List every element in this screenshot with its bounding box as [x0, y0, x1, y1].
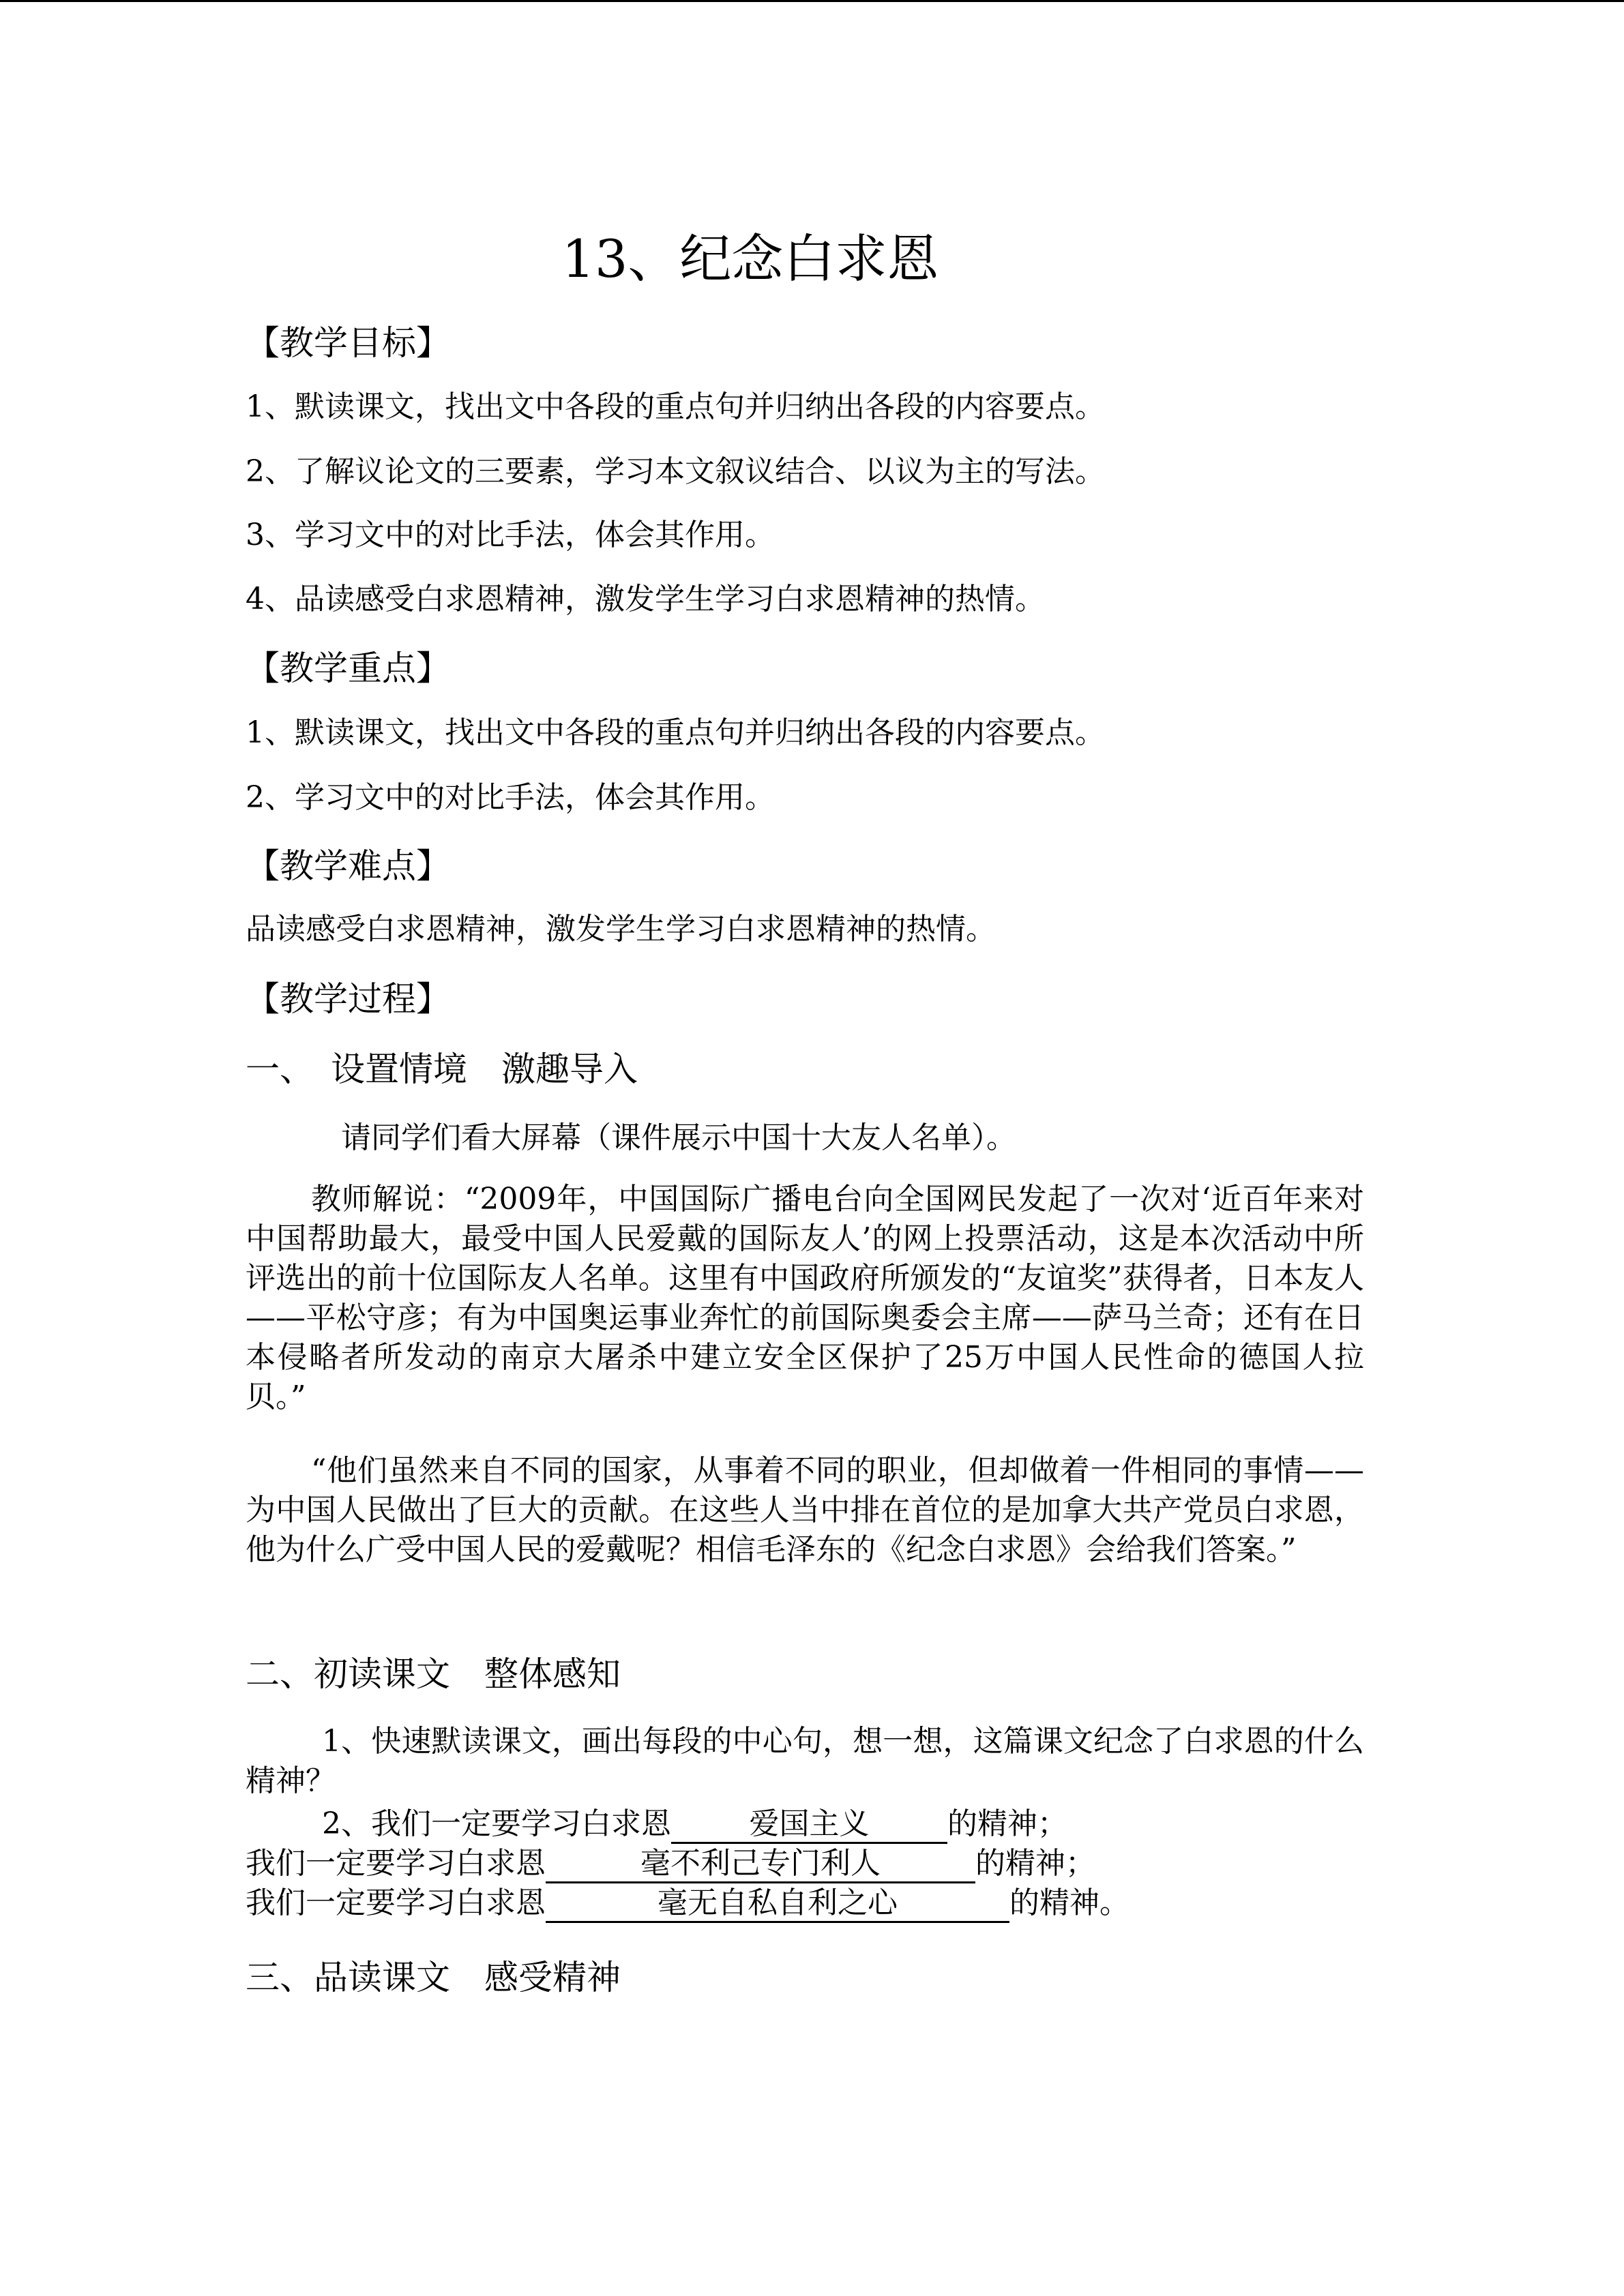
section-1-paragraph-1: 教师解说：“2009年，中国国际广播电台向全国网民发起了一次对‘近百年来对中国帮助最大，最受中国人民爱戴的国际友人’的网上投票活动，这是本次活动中所评选出的前十位国际友人名单。这里有中国政府所颁发的“友谊奖”获得者，日本友人——平松守彦；有为中国奥运事业奔忙的前国际奥委会主席——萨马兰奇；还有在日本侵略者所发动的南京大屠杀中建立安全区保护了25万中国人民性命的德国人拉贝。” [246, 1182, 1364, 1414]
objectives-heading: 【教学目标】 [246, 323, 450, 363]
objective-item-2: 2、了解议论文的三要素，学习本文叙议结合、以议为主的写法。 [246, 454, 1105, 489]
page-top-border [0, 0, 1624, 2]
section-2-question-1: 1、快速默读课文，画出每段的中心句，想一想，这篇课文纪念了白求恩的什么精神？ [246, 1724, 1364, 1798]
question-3-prefix: 我们一定要学习白求恩 [246, 1846, 546, 1881]
section-2-title: 二、初读课文 整体感知 [246, 1654, 621, 1694]
question-4-prefix: 我们一定要学习白求恩 [246, 1885, 546, 1920]
section-2-question-3 [246, 1843, 1095, 1884]
question-3-answer-blank: 毫不利己专门利人 [546, 1846, 975, 1883]
difficulty-heading: 【教学难点】 [246, 846, 450, 886]
section-1-intro: 请同学们看大屏幕（课件展示中国十大友人名单）。 [341, 1120, 1016, 1155]
objective-item-3: 3、学习文中的对比手法，体会其作用。 [246, 518, 775, 552]
section-3-title: 三、品读课文 感受精神 [246, 1958, 621, 1997]
question-3-suffix: 的精神； [975, 1846, 1095, 1881]
question-4-suffix: 的精神。 [1009, 1885, 1130, 1920]
key-point-item-1: 1、默读课文，找出文中各段的重点句并归纳出各段的内容要点。 [246, 715, 1105, 750]
process-heading: 【教学过程】 [246, 979, 450, 1019]
question-4-answer-blank: 毫无自私自利之心 [546, 1885, 1009, 1923]
question-2-suffix: 的精神； [947, 1806, 1067, 1841]
section-1-paragraph-2: “他们虽然来自不同的国家，从事着不同的职业，但却做着一件相同的事情——为中国人民做出了巨大的贡献。在这些人当中排在首位的是加拿大共产党员白求恩，他为什么广受中国人民的爱戴呢？相信毛泽东的《纪念白求恩》会给我们答案。” [246, 1453, 1364, 1567]
section-1-title: 一、 设置情境 激趣导入 [246, 1049, 638, 1089]
section-2-question-2 [322, 1804, 1067, 1845]
section-2-question-4 [246, 1883, 1130, 1924]
objective-item-1: 1、默读课文，找出文中各段的重点句并归纳出各段的内容要点。 [246, 389, 1105, 424]
objective-item-4: 4、品读感受白求恩精神，激发学生学习白求恩精神的热情。 [246, 582, 1045, 616]
question-2-answer-blank: 爱国主义 [671, 1806, 947, 1844]
question-2-prefix: 2、我们一定要学习白求恩 [322, 1806, 671, 1841]
key-point-item-2: 2、学习文中的对比手法，体会其作用。 [246, 780, 775, 815]
document-title: 13、纪念白求恩 [561, 228, 939, 289]
difficulty-text: 品读感受白求恩精神，激发学生学习白求恩精神的热情。 [246, 912, 996, 946]
key-points-heading: 【教学重点】 [246, 648, 450, 688]
